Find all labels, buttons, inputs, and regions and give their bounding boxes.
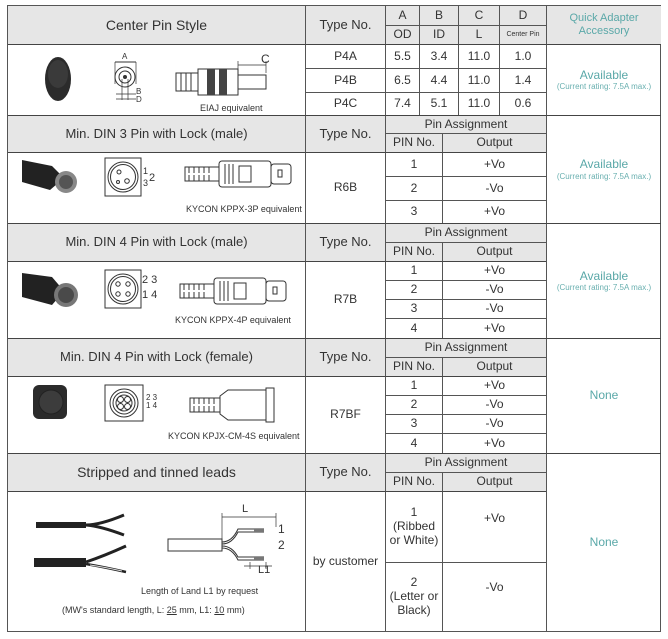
lead-pin1-output: +Vo	[442, 491, 546, 562]
r7bf-pin3-output: -Vo	[442, 414, 546, 433]
pin2-number: 2	[410, 575, 418, 590]
r6b-pin1-no: 1	[385, 152, 442, 176]
col-b-label: ID	[419, 25, 458, 44]
accessory-status: Available	[579, 157, 629, 171]
accessory-header: Quick Adapter Accessory	[546, 6, 661, 44]
r7bf-pin2-output: -Vo	[442, 395, 546, 414]
col-d-label: Center Pin	[499, 25, 546, 44]
section5-title: Stripped and tinned leads	[8, 453, 305, 491]
section4-accessory	[546, 338, 661, 453]
p4a-c: 11.0	[458, 44, 499, 68]
p4a-d: 1.0	[499, 44, 546, 68]
section3-output-header: Output	[442, 242, 546, 261]
din3-pin-label-2: 2	[149, 172, 156, 184]
dim-label-d: D	[136, 95, 142, 104]
r7b-pin3-output: -Vo	[442, 299, 546, 318]
section5-pin-header: Pin Assignment	[385, 453, 546, 472]
stripped-leads-diagram	[166, 511, 286, 571]
p4c-b: 5.1	[419, 92, 458, 115]
section5-standard-length	[62, 605, 245, 615]
section4-pin-header: Pin Assignment	[385, 338, 546, 357]
p4c-d: 0.6	[499, 92, 546, 115]
din4-pin-labels-top: 2 3	[142, 274, 158, 286]
type-r6b: R6B	[305, 152, 385, 223]
section5-type-header: Type No.	[305, 453, 385, 491]
type-r7b: R7B	[305, 261, 385, 338]
type-r7bf: R7BF	[305, 376, 385, 453]
din3-pin-label-1: 1	[143, 166, 149, 176]
din4f-pin-labels-top: 2 3	[146, 393, 158, 402]
lead-label-2: 2	[278, 538, 285, 552]
lead-pin2-no	[385, 562, 442, 631]
r6b-pin3-output: +Vo	[442, 200, 546, 223]
section3-pin-header: Pin Assignment	[385, 223, 546, 242]
dim-label-b: B	[136, 87, 142, 96]
col-a-letter: A	[385, 6, 419, 25]
section4-title: Min. DIN 4 Pin with Lock (female)	[8, 338, 305, 376]
section5-pinno-header: PIN No.	[385, 472, 442, 491]
din4-socket-face-diagram	[104, 384, 144, 422]
p4b-c: 11.0	[458, 68, 499, 92]
r7b-pin4-no: 4	[385, 318, 442, 338]
col-a-label: OD	[385, 25, 419, 44]
pin2-desc: (Letter or Black)	[389, 589, 439, 617]
lead-pin1-no	[385, 491, 442, 562]
p4b-d: 1.4	[499, 68, 546, 92]
pin1-desc: (Ribbed or White)	[389, 519, 439, 547]
din3-plug-photo	[22, 156, 82, 198]
l-value: 25	[166, 605, 177, 615]
din4f-pin-labels-bottom: 1 4	[146, 401, 158, 410]
din4-face-diagram	[104, 269, 142, 309]
r7b-pin2-no: 2	[385, 280, 442, 299]
p4c-a: 7.4	[385, 92, 419, 115]
accessory-status: Available	[579, 67, 629, 82]
caption-suffix: mm)	[224, 605, 245, 615]
r7b-pin1-output: +Vo	[442, 261, 546, 280]
accessory-note: (Current rating: 7.5A max.)	[556, 82, 652, 92]
section4-pinno-header: PIN No.	[385, 357, 442, 376]
type-by-customer: by customer	[305, 491, 385, 631]
r7bf-pin3-no: 3	[385, 414, 442, 433]
p4b-a: 6.5	[385, 68, 419, 92]
section2-type-header: Type No.	[305, 115, 385, 152]
din4-plug-side-diagram	[178, 276, 290, 306]
din4-socket-side-diagram	[188, 387, 278, 423]
section2-pin-header: Pin Assignment	[385, 115, 546, 133]
r7b-pin3-no: 3	[385, 299, 442, 318]
section3-title: Min. DIN 4 Pin with Lock (male)	[8, 223, 305, 261]
l1-value: 10	[214, 605, 225, 615]
section4-type-header: Type No.	[305, 338, 385, 376]
r7b-pin1-no: 1	[385, 261, 442, 280]
type-p4a: P4A	[305, 44, 385, 68]
col-b-letter: B	[419, 6, 458, 25]
section3-caption: KYCON KPPX-4P equivalent	[175, 315, 291, 325]
lead-pin2-output: -Vo	[442, 562, 546, 631]
dc-plug-photo	[38, 52, 78, 104]
accessory-status: None	[589, 534, 619, 549]
p4b-b: 4.4	[419, 68, 458, 92]
p4a-b: 3.4	[419, 44, 458, 68]
r7bf-pin1-no: 1	[385, 376, 442, 395]
r7bf-pin4-no: 4	[385, 433, 442, 453]
r6b-pin3-no: 3	[385, 200, 442, 223]
section5-caption: Length of Land L1 by request	[141, 586, 259, 596]
section2-caption: KYCON KPPX-3P equivalent	[186, 204, 302, 214]
r7bf-pin1-output: +Vo	[442, 376, 546, 395]
section4-caption: KYCON KPJX-CM-4S equivalent	[168, 431, 300, 441]
r7b-pin2-output: -Vo	[442, 280, 546, 299]
r7bf-pin2-no: 2	[385, 395, 442, 414]
lead-label-1: 1	[278, 522, 285, 536]
col-c-label: L	[458, 25, 499, 44]
section2-accessory	[546, 115, 661, 223]
section3-accessory	[546, 223, 661, 338]
section1-caption: EIAJ equivalent	[200, 103, 263, 113]
r6b-pin2-output: -Vo	[442, 176, 546, 200]
section1-title: Center Pin Style	[8, 6, 305, 44]
din4-plug-photo	[22, 269, 82, 313]
dim-label-a: A	[122, 52, 128, 61]
stripped-leads-photo	[34, 512, 130, 576]
p4a-a: 5.5	[385, 44, 419, 68]
section3-pinno-header: PIN No.	[385, 242, 442, 261]
dim-label-l: L	[242, 503, 249, 515]
section2-output-header: Output	[442, 133, 546, 152]
section5-output-header: Output	[442, 472, 546, 491]
caption-mid: mm, L1:	[176, 605, 215, 615]
din3-face-diagram	[104, 157, 142, 197]
din3-plug-side-diagram	[183, 159, 295, 189]
accessory-note: (Current rating: 7.5A max.)	[556, 171, 652, 181]
din3-pin-label-3: 3	[143, 178, 149, 188]
accessory-note: (Current rating: 7.5A max.)	[556, 283, 652, 293]
type-p4b: P4B	[305, 68, 385, 92]
dim-label-l1: L1	[258, 564, 271, 576]
section1-type-header: Type No.	[305, 6, 385, 44]
connector-spec-table	[7, 5, 661, 632]
caption-prefix: (MW's standard length, L:	[62, 605, 167, 615]
accessory-status: None	[589, 388, 619, 403]
r7b-pin4-output: +Vo	[442, 318, 546, 338]
din4-pin-labels-bottom: 1 4	[142, 289, 158, 301]
section2-pinno-header: PIN No.	[385, 133, 442, 152]
section3-type-header: Type No.	[305, 223, 385, 261]
section4-output-header: Output	[442, 357, 546, 376]
accessory-status: Available	[579, 268, 629, 283]
pin1-number: 1	[410, 505, 418, 520]
section5-accessory	[546, 453, 661, 631]
col-d-letter: D	[499, 6, 546, 25]
type-p4c: P4C	[305, 92, 385, 115]
section2-title: Min. DIN 3 Pin with Lock (male)	[8, 115, 305, 152]
din4-socket-photo	[32, 384, 68, 420]
r6b-pin2-no: 2	[385, 176, 442, 200]
col-c-letter: C	[458, 6, 499, 25]
r7bf-pin4-output: +Vo	[442, 433, 546, 453]
p4c-c: 11.0	[458, 92, 499, 115]
dim-label-c: C	[261, 52, 270, 66]
section1-accessory	[546, 44, 661, 115]
r6b-pin1-output: +Vo	[442, 152, 546, 176]
